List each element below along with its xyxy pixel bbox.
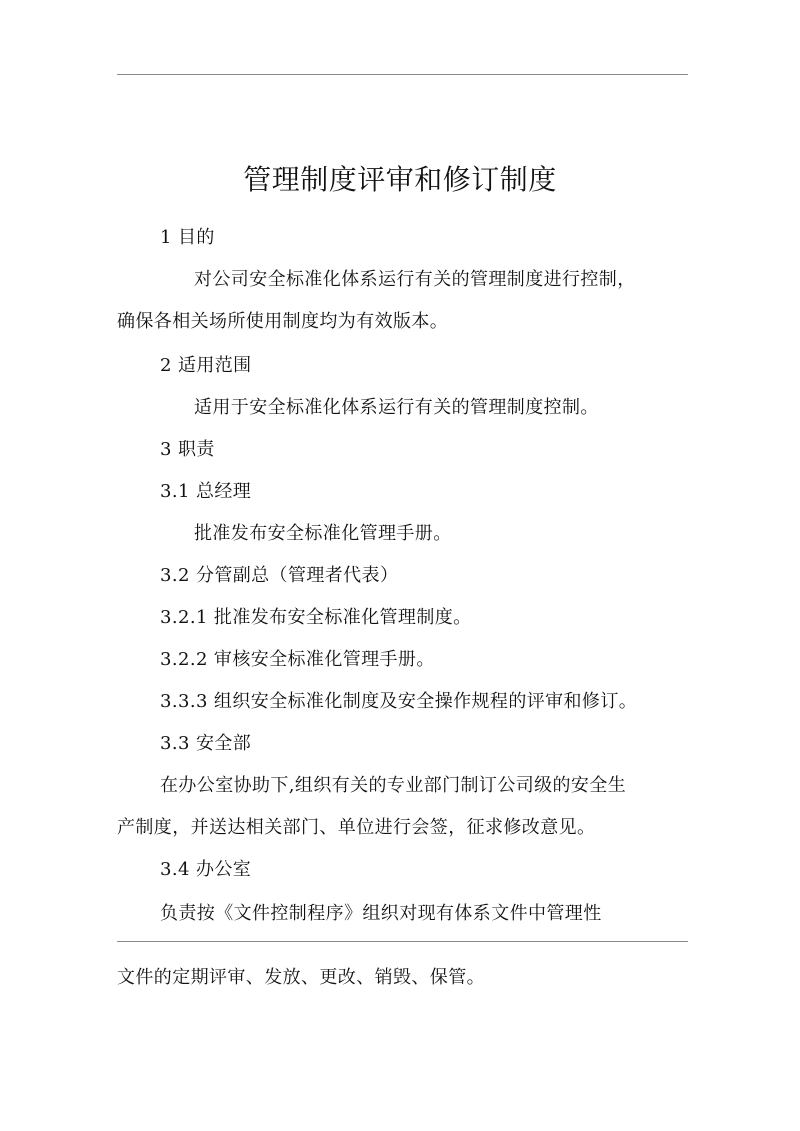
purpose-heading: 1 目的	[160, 227, 215, 248]
document-title: 管理制度评审和修订制度	[243, 163, 557, 196]
safety-department-text-line-1: 在办公室协助下,组织有关的专业部门制订公司级的安全生	[160, 775, 627, 796]
page-break-rule	[117, 941, 688, 942]
office-text-line-2: 文件的定期评审、发放、更改、销毁、保管。	[117, 967, 485, 988]
vice-president-heading: 3.2 分管副总（管理者代表）	[160, 565, 399, 586]
scope-text: 适用于安全标准化体系运行有关的管理制度控制。	[194, 397, 599, 418]
duties-heading: 3 职责	[160, 439, 215, 460]
office-text-line-1: 负责按《文件控制程序》组织对现有体系文件中管理性	[160, 903, 602, 924]
vice-president-item-1: 3.2.1 批准发布安全标准化管理制度。	[160, 607, 472, 628]
general-manager-text: 批准发布安全标准化管理手册。	[194, 523, 452, 544]
vice-president-item-3: 3.3.3 组织安全标准化制度及安全操作规程的评审和修订。	[160, 691, 638, 712]
safety-department-text-line-2: 产制度，并送达相关部门、单位进行会签，征求修改意见。	[117, 817, 596, 838]
scope-heading: 2 适用范围	[160, 355, 252, 376]
vice-president-item-2: 3.2.2 审核安全标准化管理手册。	[160, 649, 435, 670]
safety-department-heading: 3.3 安全部	[160, 733, 252, 754]
purpose-text-line-2: 确保各相关场所使用制度均为有效版本。	[117, 311, 449, 332]
header-rule	[117, 74, 688, 75]
general-manager-heading: 3.1 总经理	[160, 481, 252, 502]
purpose-text-line-1: 对公司安全标准化体系运行有关的管理制度进行控制，	[194, 269, 636, 290]
office-heading: 3.4 办公室	[160, 859, 252, 880]
